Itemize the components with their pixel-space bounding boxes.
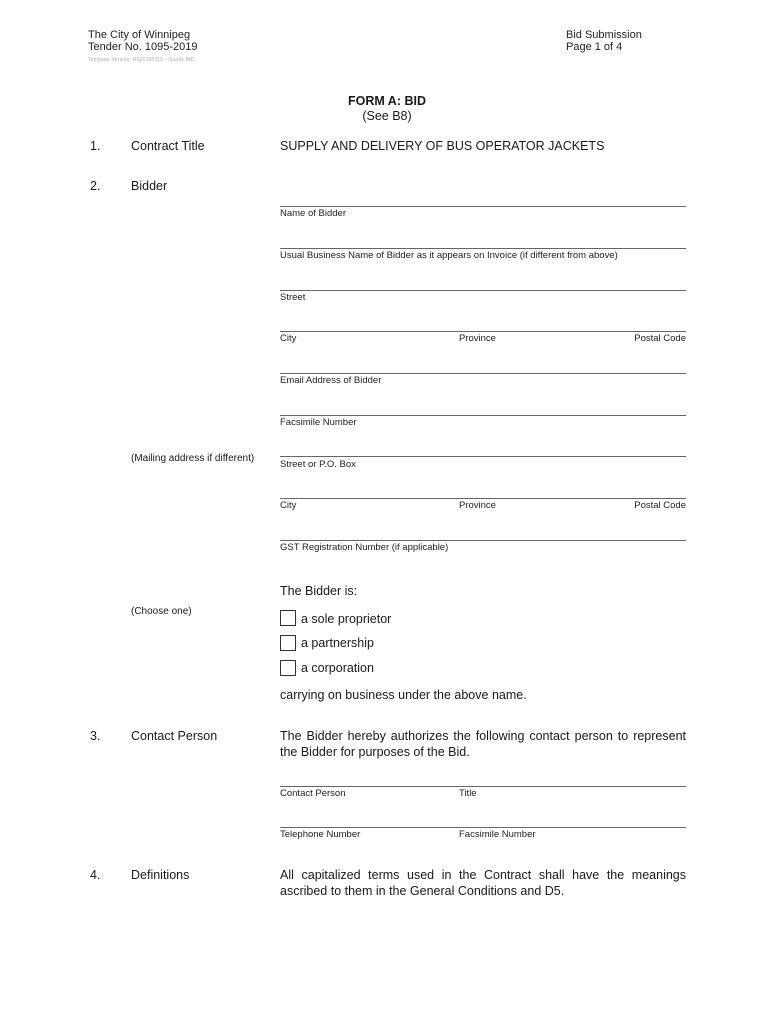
section-3-label: Contact Person <box>131 729 218 743</box>
choose-one-note: (Choose one) <box>131 606 192 617</box>
mailing-city-label: City <box>280 500 297 511</box>
city-line[interactable] <box>280 331 686 332</box>
gst-label: GST Registration Number (if applicable) <box>280 542 449 553</box>
bidder-name-label: Name of Bidder <box>280 208 347 219</box>
mailing-address-note: (Mailing address if different) <box>131 453 255 464</box>
contact-title-label: Title <box>459 788 477 799</box>
form-title: FORM A: BID <box>348 94 426 108</box>
header-tender: Tender No. 1095-2019 <box>88 41 198 53</box>
section-4-number: 4. <box>90 868 101 882</box>
corporation-checkbox[interactable] <box>280 660 296 676</box>
contact-fax-label: Facsimile Number <box>459 829 536 840</box>
section-1-number: 1. <box>90 139 101 153</box>
bidder-name-line[interactable] <box>280 206 686 207</box>
section-3-number: 3. <box>90 729 101 743</box>
sole-proprietor-checkbox[interactable] <box>280 610 296 626</box>
template-version: Template Version: G620190115 - Goods BID <box>88 57 195 63</box>
mailing-province-label: Province <box>459 500 496 511</box>
contact-phone-line[interactable] <box>280 827 686 828</box>
street-line[interactable] <box>280 290 686 291</box>
mailing-city-line[interactable] <box>280 498 686 499</box>
definitions-text: All capitalized terms used in the Contract shall have the meanings ascribed to them in the General Conditions and D5. <box>280 868 686 898</box>
section-1-label: Contract Title <box>131 139 205 153</box>
fax-label: Facsimile Number <box>280 417 357 428</box>
section-2-number: 2. <box>90 179 101 193</box>
mailing-postal-code-label: Postal Code <box>634 500 686 511</box>
postal-code-label: Postal Code <box>634 333 686 344</box>
bidder-type-heading: The Bidder is: <box>280 584 358 598</box>
city-label: City <box>280 333 297 344</box>
fax-line[interactable] <box>280 415 686 416</box>
bidder-type-footer: carrying on business under the above name. <box>280 688 527 702</box>
partnership-checkbox[interactable] <box>280 635 296 651</box>
email-line[interactable] <box>280 373 686 374</box>
business-name-line[interactable] <box>280 248 686 249</box>
email-label: Email Address of Bidder <box>280 375 382 386</box>
header-org: The City of Winnipeg <box>88 29 191 41</box>
corporation-label: a corporation <box>301 661 374 675</box>
contact-person-label: Contact Person <box>280 788 346 799</box>
mailing-street-label: Street or P.O. Box <box>280 459 356 470</box>
telephone-number-label: Telephone Number <box>280 829 361 840</box>
partnership-label: a partnership <box>301 636 374 650</box>
mailing-street-line[interactable] <box>280 456 686 457</box>
sole-proprietor-label: a sole proprietor <box>301 612 392 626</box>
section-2-label: Bidder <box>131 179 168 193</box>
form-subtitle: (See B8) <box>362 109 412 123</box>
street-label: Street <box>280 292 306 303</box>
gst-line[interactable] <box>280 540 686 541</box>
section-4-label: Definitions <box>131 868 190 882</box>
province-label: Province <box>459 333 496 344</box>
header-right-title: Bid Submission <box>566 29 642 41</box>
contact-person-text: The Bidder hereby authorizes the following contact person to represent the Bidder for purposes of the Bid. <box>280 729 686 759</box>
header-page-number: Page 1 of 4 <box>566 41 623 53</box>
contract-title-value: SUPPLY AND DELIVERY OF BUS OPERATOR JACKETS <box>280 139 605 153</box>
contact-person-line[interactable] <box>280 786 686 787</box>
business-name-label: Usual Business Name of Bidder as it appears on Invoice (if different from above) <box>280 250 618 261</box>
